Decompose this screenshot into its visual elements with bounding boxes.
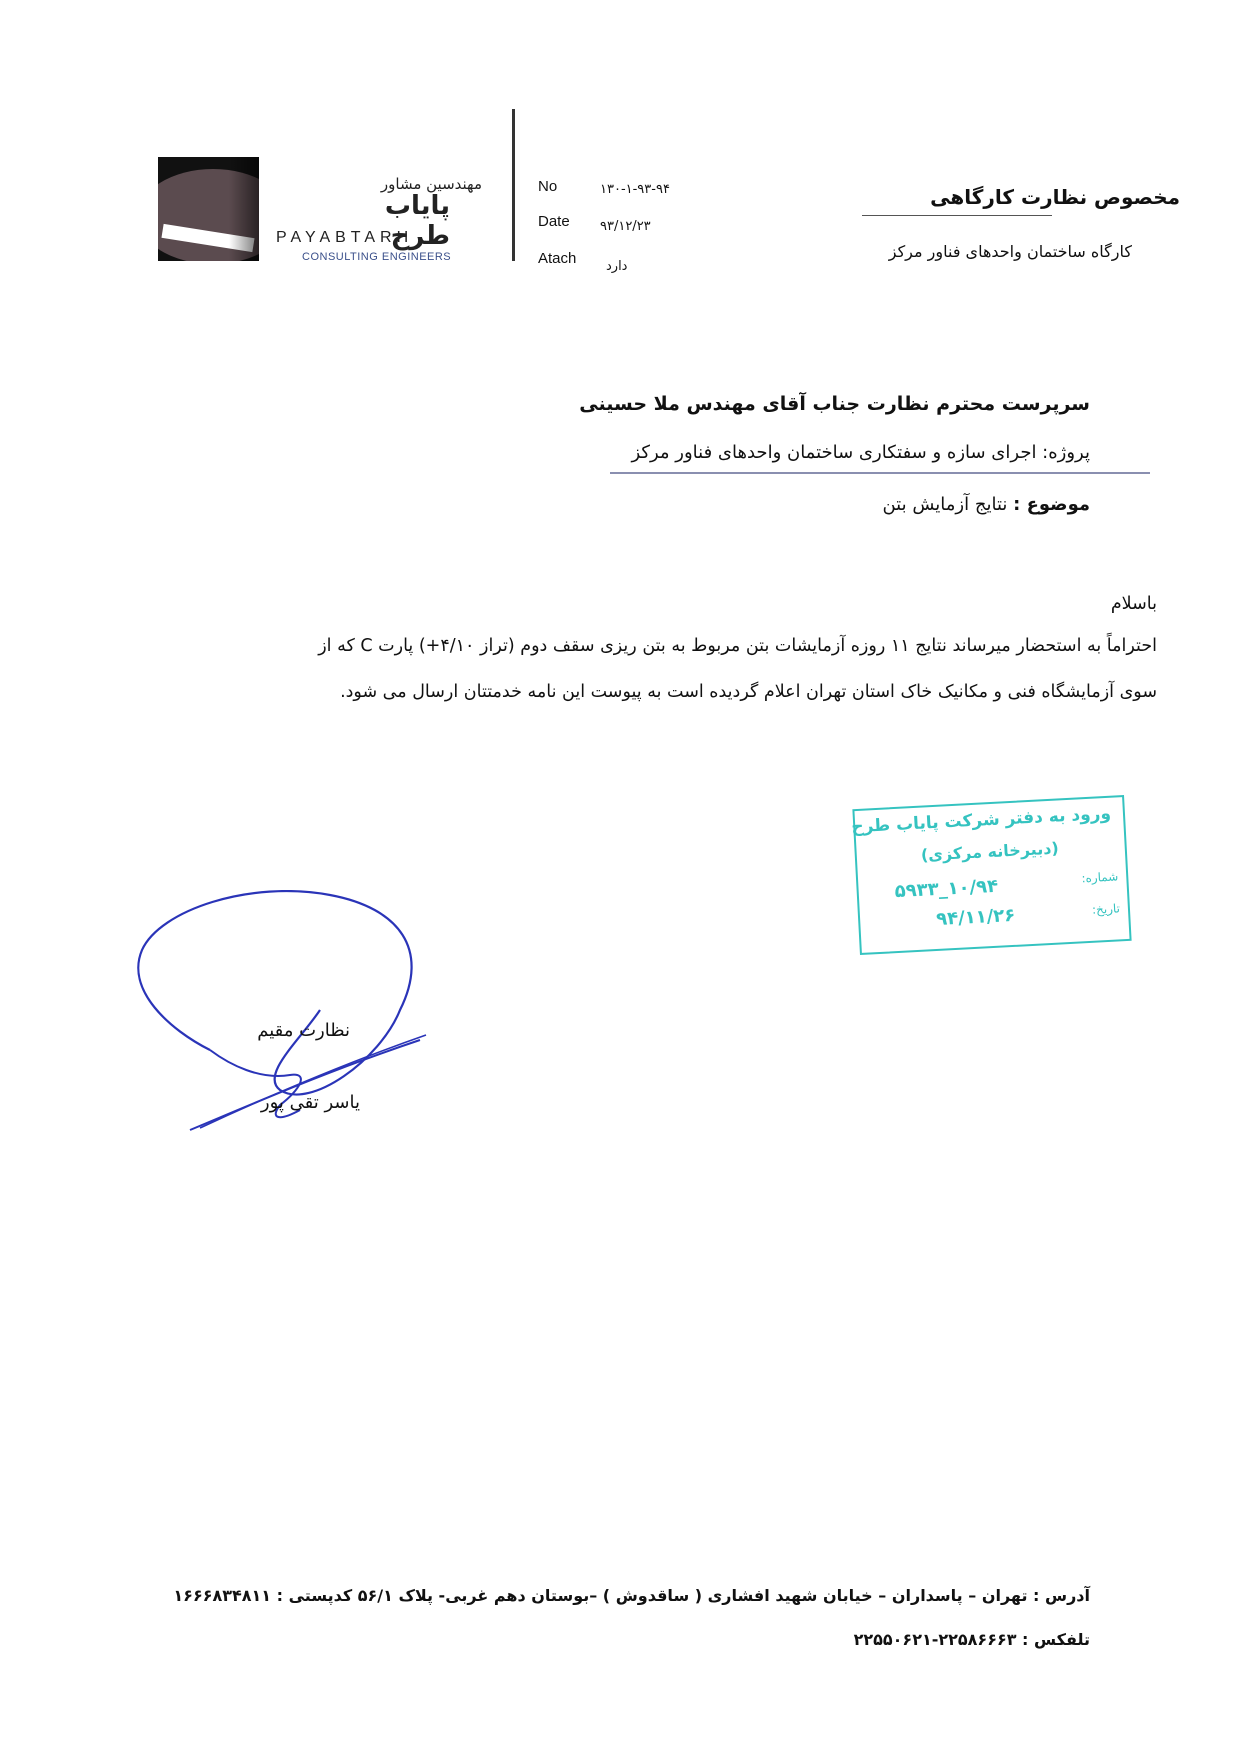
footer-phone: تلفکس : ۲۲۵۸۶۶۶۳-۲۲۵۵۰۶۲۱ xyxy=(853,1630,1090,1649)
stamp-subtitle: (دبیرخانه مرکزی) xyxy=(920,838,1060,865)
recipient-line: سرپرست محترم نظارت جناب آقای مهندس ملا حسینی xyxy=(579,393,1090,415)
stamp-number-value: ۱۰/۹۴_۵۹۳۳ xyxy=(894,875,999,903)
no-label: No xyxy=(538,178,558,195)
header-divider xyxy=(512,109,515,261)
office-title: مخصوص نظارت کارگاهی xyxy=(930,185,1180,209)
stamp-date-value: ۹۴/۱۱/۲۶ xyxy=(935,904,1016,930)
subject-line xyxy=(550,494,1090,515)
attach-value: دارد xyxy=(606,259,628,274)
project-line: پروژه: اجرای سازه و سفتکاری ساختمان واحدهای فناور مرکز xyxy=(631,442,1090,463)
brand-subtitle: مهندسین مشاور xyxy=(380,175,482,193)
subject-label: موضوع : xyxy=(1013,494,1090,515)
body-line-1: احتراماً به استحضار میرساند نتایج ۱۱ روزه آزمایشات بتن مربوط به بتن ریزی سقف دوم (تراز ۴/۱۰+) پارت C که از xyxy=(318,636,1157,656)
office-underline xyxy=(862,215,1052,216)
greeting: باسلام xyxy=(1110,594,1157,614)
subject-value: نتایج آزمایش بتن xyxy=(882,494,1008,515)
stamp-date-label: تاریخ: xyxy=(1091,901,1121,917)
project-underline xyxy=(610,472,1150,474)
footer-address: آدرس : تهران – پاسداران – خیابان شهید افشاری ( ساقدوش ) –بوستان دهم غربی- پلاک ۵۶/۱ کدپستی : ۱۶۶۶۸۳۴۸۱۱ xyxy=(173,1586,1090,1605)
office-subtitle: کارگاه ساختمان واحدهای فناور مرکز xyxy=(888,242,1132,261)
signer-name: یاسر تقی پور xyxy=(260,1092,360,1113)
brand-name-en: PAYABTARH xyxy=(276,229,414,246)
signer-role: نظارت مقیم xyxy=(257,1020,350,1041)
attach-label: Atach xyxy=(538,250,577,267)
receipt-stamp xyxy=(852,795,1131,955)
body-line-2: سوی آزمایشگاه فنی و مکانیک خاک استان تهران اعلام گردیده است به پیوست این نامه خدمتتان ارسال می شود. xyxy=(340,682,1157,702)
stamp-number-label: شماره: xyxy=(1081,869,1119,886)
brand-name-fa: پایاب طرح xyxy=(384,191,450,251)
date-label: Date xyxy=(538,213,570,230)
brand-tagline: CONSULTING ENGINEERS xyxy=(302,251,452,263)
letter-date: ۹۳/۱۲/۲۳ xyxy=(600,219,651,234)
letter-number: ۱۳۰-۱-۹۳-۹۴ xyxy=(600,182,670,197)
company-logo xyxy=(158,157,259,261)
stamp-title: ورود به دفتر شرکت پایاب طرح xyxy=(850,803,1112,838)
